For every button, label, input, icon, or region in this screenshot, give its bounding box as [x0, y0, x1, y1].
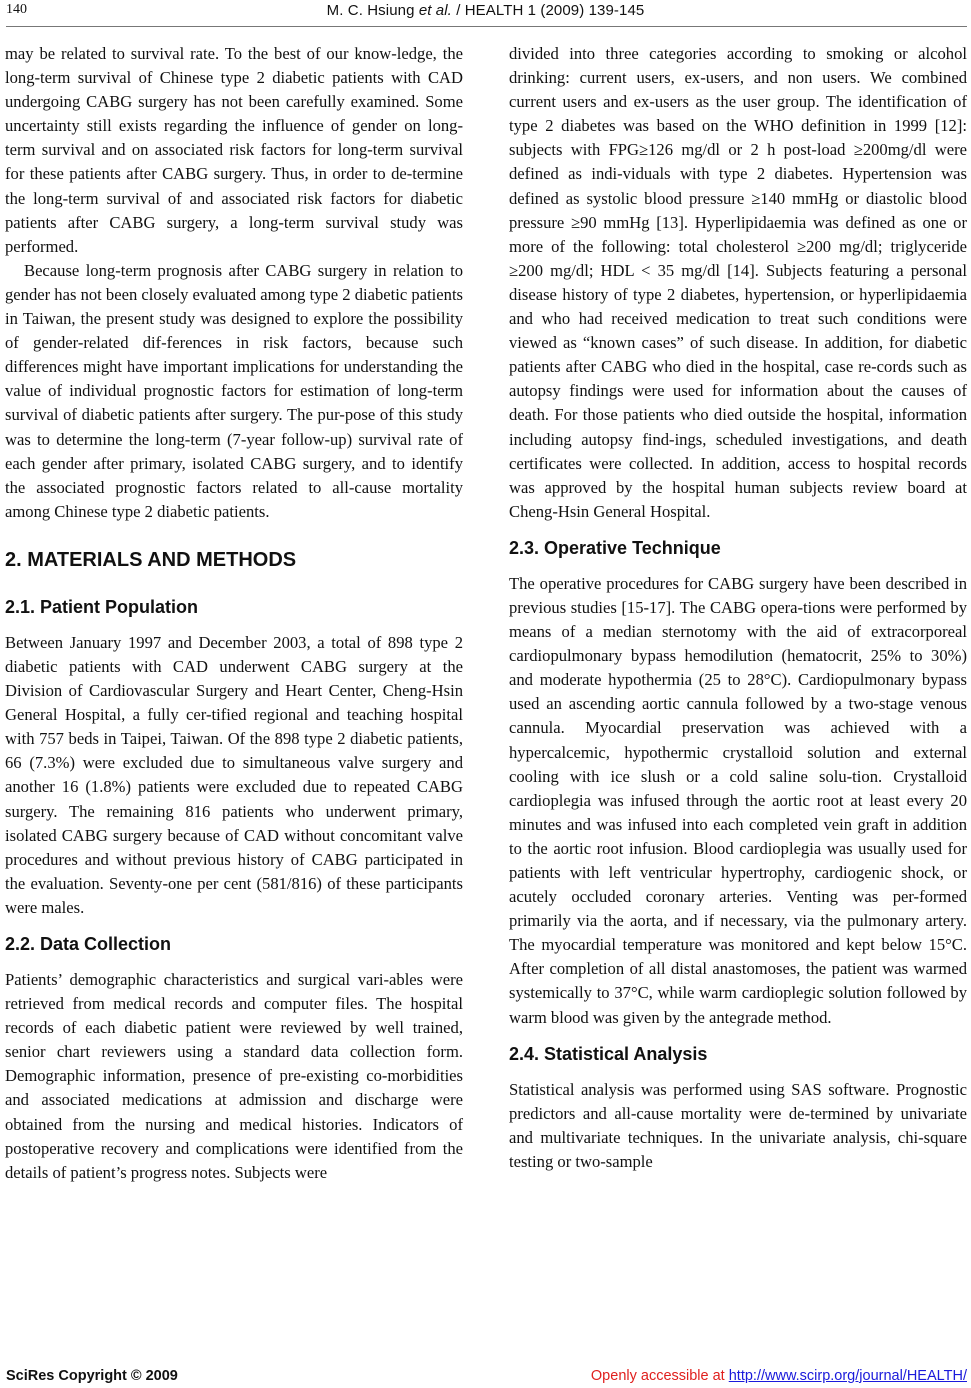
running-head	[0, 2, 971, 19]
statistical-paragraph: Statistical analysis was performed using SAS software. Prognostic predictors and all-cause mortality were de-termined by univariate and multivariate techniques. In the univariate analysis, chi-square testing or two-sample	[509, 1079, 967, 1171]
subsection-heading-population: 2.1. Patient Population	[5, 596, 199, 617]
journal-link[interactable]: http://www.scirp.org/journal/HEALTH/	[728, 1368, 967, 1384]
data-collection-paragraph-continued: divided into three categories according to smoking or alcohol drinking: current users, ex-users, and non users. We combined current users and ex-users as the user group. The identification of type 2 diabetes was based on the WHO definition in 1999 [12]: subjects with FPG≥126 mg/dl or 2 h post-load ≥200mg/dl were defined as indi-viduals with type 2 diabetes. Hypertension was defined as systolic blood pressure ≥140 mmHg or diastolic blood pressure ≥90 mmHg [13]. Hyperlipidaemia was defined as one or more of the following: total cholesterol ≥200 mg/dl; triglyceride ≥200 mg/dl; HDL < 35 mg/dl [14]. Subjects featuring a personal disease history of type 2 diabetes, hypertension, or hyperlipidaemia and who had received medication to treat such conditions were viewed as “known cases” of such disease. In addition, for diabetic patients after CABG who died in the hospital, case re-cords such as autopsy findings were used for information about the causes of death. For those patients who died outside the hospital, information including autopsy find-ings, scheduled investigations, and death certificates were collected. In addition, access to hospital records was approved by the hospital human subjects review board at Cheng-Hsin General Hospital.	[509, 44, 967, 521]
operative-paragraph: The operative procedures for CABG surgery have been described in previous studies [15-17]. The CABG opera-tions were performed by means of a median sternotomy with the aid of extracorporeal cardiopulmonary bypass hemodilution (hematocrit, 25% to 30%) and moderate hypothermia (25 to 28°C). Cardiopulmonary bypass used an ascending aortic cannula followed by a two-stage venous cannula. Myocardial preservation was achieved with a hypercalcemic, hypothermic crystalloid solution and external cooling with ice slush or a cold saline solu-tion. Crystalloid cardioplegia was infused through the aortic root at least every 20 minutes and was infused into each completed vein graft in addition to the aortic root infusion. Blood cardioplegia was usually used for patients with left ventricular hypertrophy, cardiogenic shock, or acutely occluded coronary arteries. Venting was per-formed primarily via the aorta, and if necessary, via the pulmonary artery. The myocardial temperature was monitored and kept below 15°C. After completion of all distal anastomoses, the patient was warmed systemically to 37°C, while warm cardioplegic solution followed by warm blood was given by the antegrade method.	[509, 573, 967, 1027]
left-column	[5, 42, 463, 1185]
footer-copyright: SciRes Copyright © 2009	[6, 1368, 178, 1384]
intro-paragraph-gender: Because long-term prognosis after CABG surgery in relation to gender has not been closely evaluated among type 2 diabetic patients in Taiwan, the present study was designed to explore the possibility of gender-related dif-ferences in risk factors, because such differences might have important implications for understanding the value of individual prognostic factors for estimation of long-term survival of diabetic patients after surgery. The pur-pose of this study was to determine the long-term (7-year follow-up) survival rate of each gender after primary, isolated CABG surgery, and to identify the associated prognostic factors related to all-cause mortality among Chinese type 2 diabetic patients.	[5, 260, 464, 521]
page-number: 140	[6, 2, 27, 17]
footer-access	[591, 1368, 967, 1384]
section-heading-methods: 2. MATERIALS AND METHODS	[5, 548, 297, 571]
subsection-heading-data-collection: 2.2. Data Collection	[5, 934, 172, 954]
running-head-authors: M. C. Hsiung	[326, 2, 419, 19]
intro-paragraph-continued: may be related to survival rate. To the best of our know-ledge, the long-term survival of Chinese type 2 diabetic patients with CAD undergoing CABG surgery has not been carefully examined. Some uncertainty still exists regarding the influence of gender on long-term survival and on associated risk factors for long-term survival for these patients after CABG surgery. Thus, in order to de-termine the long-term survival of and associated risk factors for diabetic patients after CABG surgery, a long-term survival study was performed.	[5, 44, 463, 256]
header-rule	[6, 26, 967, 27]
population-paragraph: Between January 1997 and December 2003, a total of 898 type 2 diabetic patients with CAD underwent CABG surgery at the Division of Cardiovascular Surgery and Heart Center, Cheng-Hsin General Hospital, a fully cer-tified regional and teaching hospital with 757 beds in Taipei, Taiwan. Of the 898 type 2 diabetic patients, 66 (7.3%) were excluded due to simultaneous valve surgery and another 16 (1.8%) patients were excluded due to repeated CABG surgery. The remaining 816 patients who underwent primary, isolated CABG surgery because of CAD without concomitant valve procedures and without previous history of CABG participated in the evaluation. Seventy-one per cent (581/816) of these participants were males.	[5, 632, 463, 917]
footer-access-text: Openly accessible at	[590, 1368, 729, 1384]
running-head-journal: / HEALTH 1 (2009) 139-145	[451, 2, 645, 19]
subsection-heading-statistical: 2.4. Statistical Analysis	[509, 1043, 708, 1064]
right-column	[509, 42, 967, 1174]
running-head-etal: et al.	[418, 2, 452, 19]
subsection-heading-operative: 2.3. Operative Technique	[509, 537, 721, 558]
data-collection-paragraph: Patients’ demographic characteristics and surgical vari-ables were retrieved from medical records and computer files. The hospital records of each diabetic patient were reviewed by well trained, senior chart reviewers using a standard data collection form. Demographic information, presence of pre-existing co-morbidities and associated medications at admission and discharge were obtained from the nursing and medical histories. Indicators of postoperative recovery and complications were identified from the details of patient’s progress notes. Subjects were	[5, 970, 463, 1182]
